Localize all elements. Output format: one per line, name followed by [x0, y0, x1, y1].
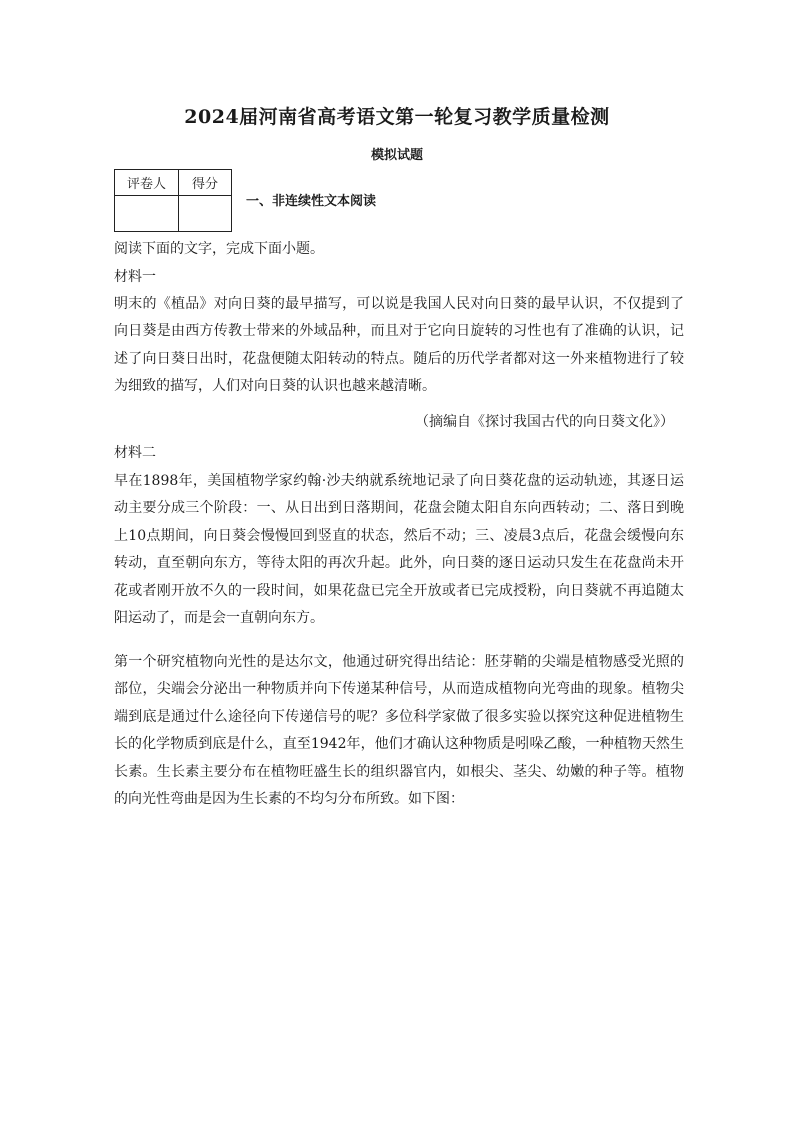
- page-title: 2024届河南省高考语文第一轮复习教学质量检测: [184, 106, 610, 128]
- material1-label: 材料一: [114, 269, 156, 285]
- material1-paragraph: 明末的《植品》对向日葵的最早描写，可以说是我国人民对向日葵的最早认识，不仅提到了向日葵是由西方传教士带来的外域品种，而且对于它向日旋转的习性也有了准确的认识，记述了向日葵日出时，花盘便随太阳转动的特点。随后的历代学者都对这一外来植物进行了较为细致的描写，人们对向日葵的认识也越来越清晰。: [114, 296, 684, 395]
- material2-paragraph-2: 第一个研究植物向光性的是达尔文，他通过研究得出结论：胚芽鞘的尖端是植物感受光照的部位，尖端会分泌出一种物质并向下传递某种信号，从而造成植物向光弯曲的现象。植物尖端到底是通过什么途径向下传递信号的呢？多位科学家做了很多实验以探究这种促进植物生长的化学物质到底是什么，直至1942年，他们才确认这种物质是吲哚乙酸，一种植物天然生长素。生长素主要分布在植物旺盛生长的组织器官内，如根尖、茎尖、幼嫩的种子等。植物的向光性弯曲是因为生长素的不均匀分布所致。如下图：: [114, 654, 684, 808]
- section-heading: 一、非连续性文本阅读: [246, 194, 377, 209]
- score-header: 得分: [179, 170, 232, 196]
- material1-source: （摘编自《探讨我国古代的向日葵文化》）: [415, 414, 674, 430]
- grader-cell: [115, 196, 179, 232]
- grader-header: 评卷人: [115, 170, 179, 196]
- material2-paragraph-1: 早在1898年，美国植物学家约翰·沙夫纳就系统地记录了向日葵花盘的运动轨迹，其逐日运动主要分成三个阶段：一、从日出到日落期间，花盘会随太阳自东向西转动；二、落日到晚上10点期间，向日葵会慢慢回到竖直的状态，然后不动；三、凌晨3点后，花盘会缓慢向东转动，直至朝向东方，等待太阳的再次升起。此外，向日葵的逐日运动只发生在花盘尚未开花或者刚开放不久的一段时间，如果花盘已完全开放或者已完成授粉，向日葵就不再追随太阳运动了，而是会一直朝向东方。: [114, 473, 684, 627]
- material2-label: 材料二: [114, 445, 156, 461]
- score-table: [114, 169, 232, 232]
- score-cell: [179, 196, 232, 232]
- instruction-text: 阅读下面的文字，完成下面小题。: [114, 241, 324, 257]
- page-subtitle: 模拟试题: [370, 148, 423, 163]
